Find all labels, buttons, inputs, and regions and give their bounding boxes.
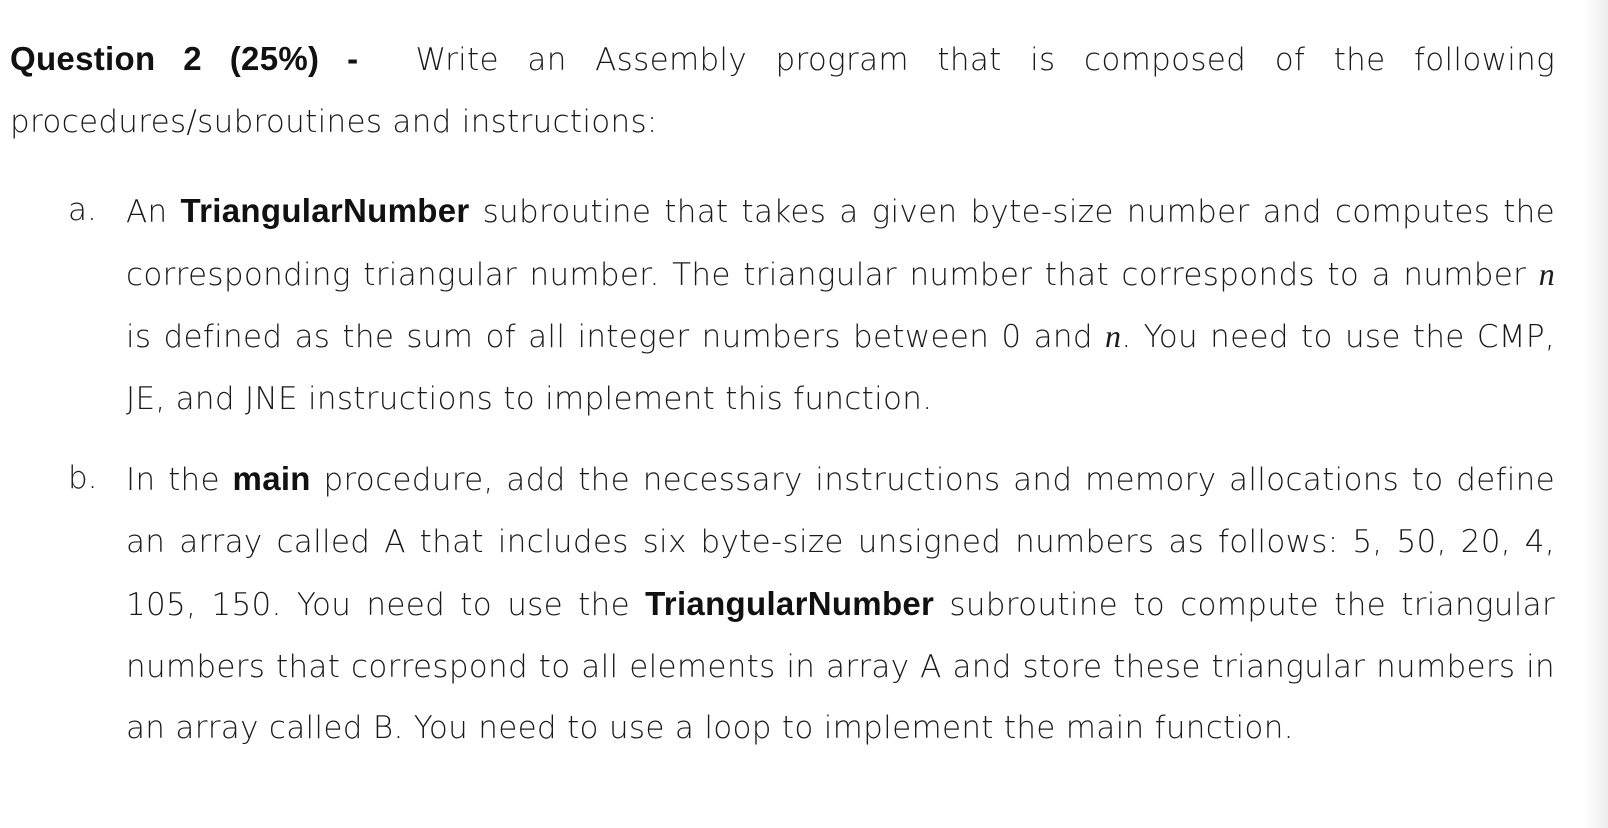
question-intro: Write an Assembly program that is composed of the following procedures/subroutines and instructions: <box>10 42 1556 140</box>
text-run: procedure, add the necessary instructions and memory allocations to define an array called A that includes six byte-size unsigned numbers as follows: 5, 50, 20, 4, 105, 150. You need to use the <box>126 462 1555 623</box>
subroutine-name: TriangularNumber <box>180 192 470 229</box>
question-label: Question 2 (25%) - <box>10 40 359 77</box>
page-edge-shadow <box>1584 0 1608 828</box>
subroutine-name: TriangularNumber <box>645 585 935 622</box>
question-paragraph <box>10 28 1555 153</box>
list-marker: b. <box>68 460 98 496</box>
list-marker: a. <box>68 192 97 228</box>
procedure-name: main <box>232 460 311 497</box>
text-run: subroutine to compute the triangular numbers that correspond to all elements in array A and store these triangular numbers in an array called B. You need to use a loop to implement the main function. <box>126 587 1555 746</box>
variable-n: n <box>1105 318 1122 354</box>
list-item <box>10 180 1555 430</box>
list-item-text <box>126 180 1555 430</box>
document-page <box>10 28 1555 778</box>
text-run: subroutine that takes a given byte-size number and computes the corresponding triangular number. The triangular number that corresponds to a number <box>126 194 1555 293</box>
text-run: In the <box>126 462 233 498</box>
list-item-text <box>126 448 1555 760</box>
text-run: is defined as the sum of all integer numbers between 0 and <box>126 319 1106 355</box>
subquestion-list <box>10 180 1555 760</box>
text-run: . You need to use the CMP, JE, and JNE instructions to implement this function. <box>126 319 1555 417</box>
text-run: An <box>126 194 181 230</box>
variable-n: n <box>1538 255 1555 292</box>
list-item <box>10 448 1555 760</box>
